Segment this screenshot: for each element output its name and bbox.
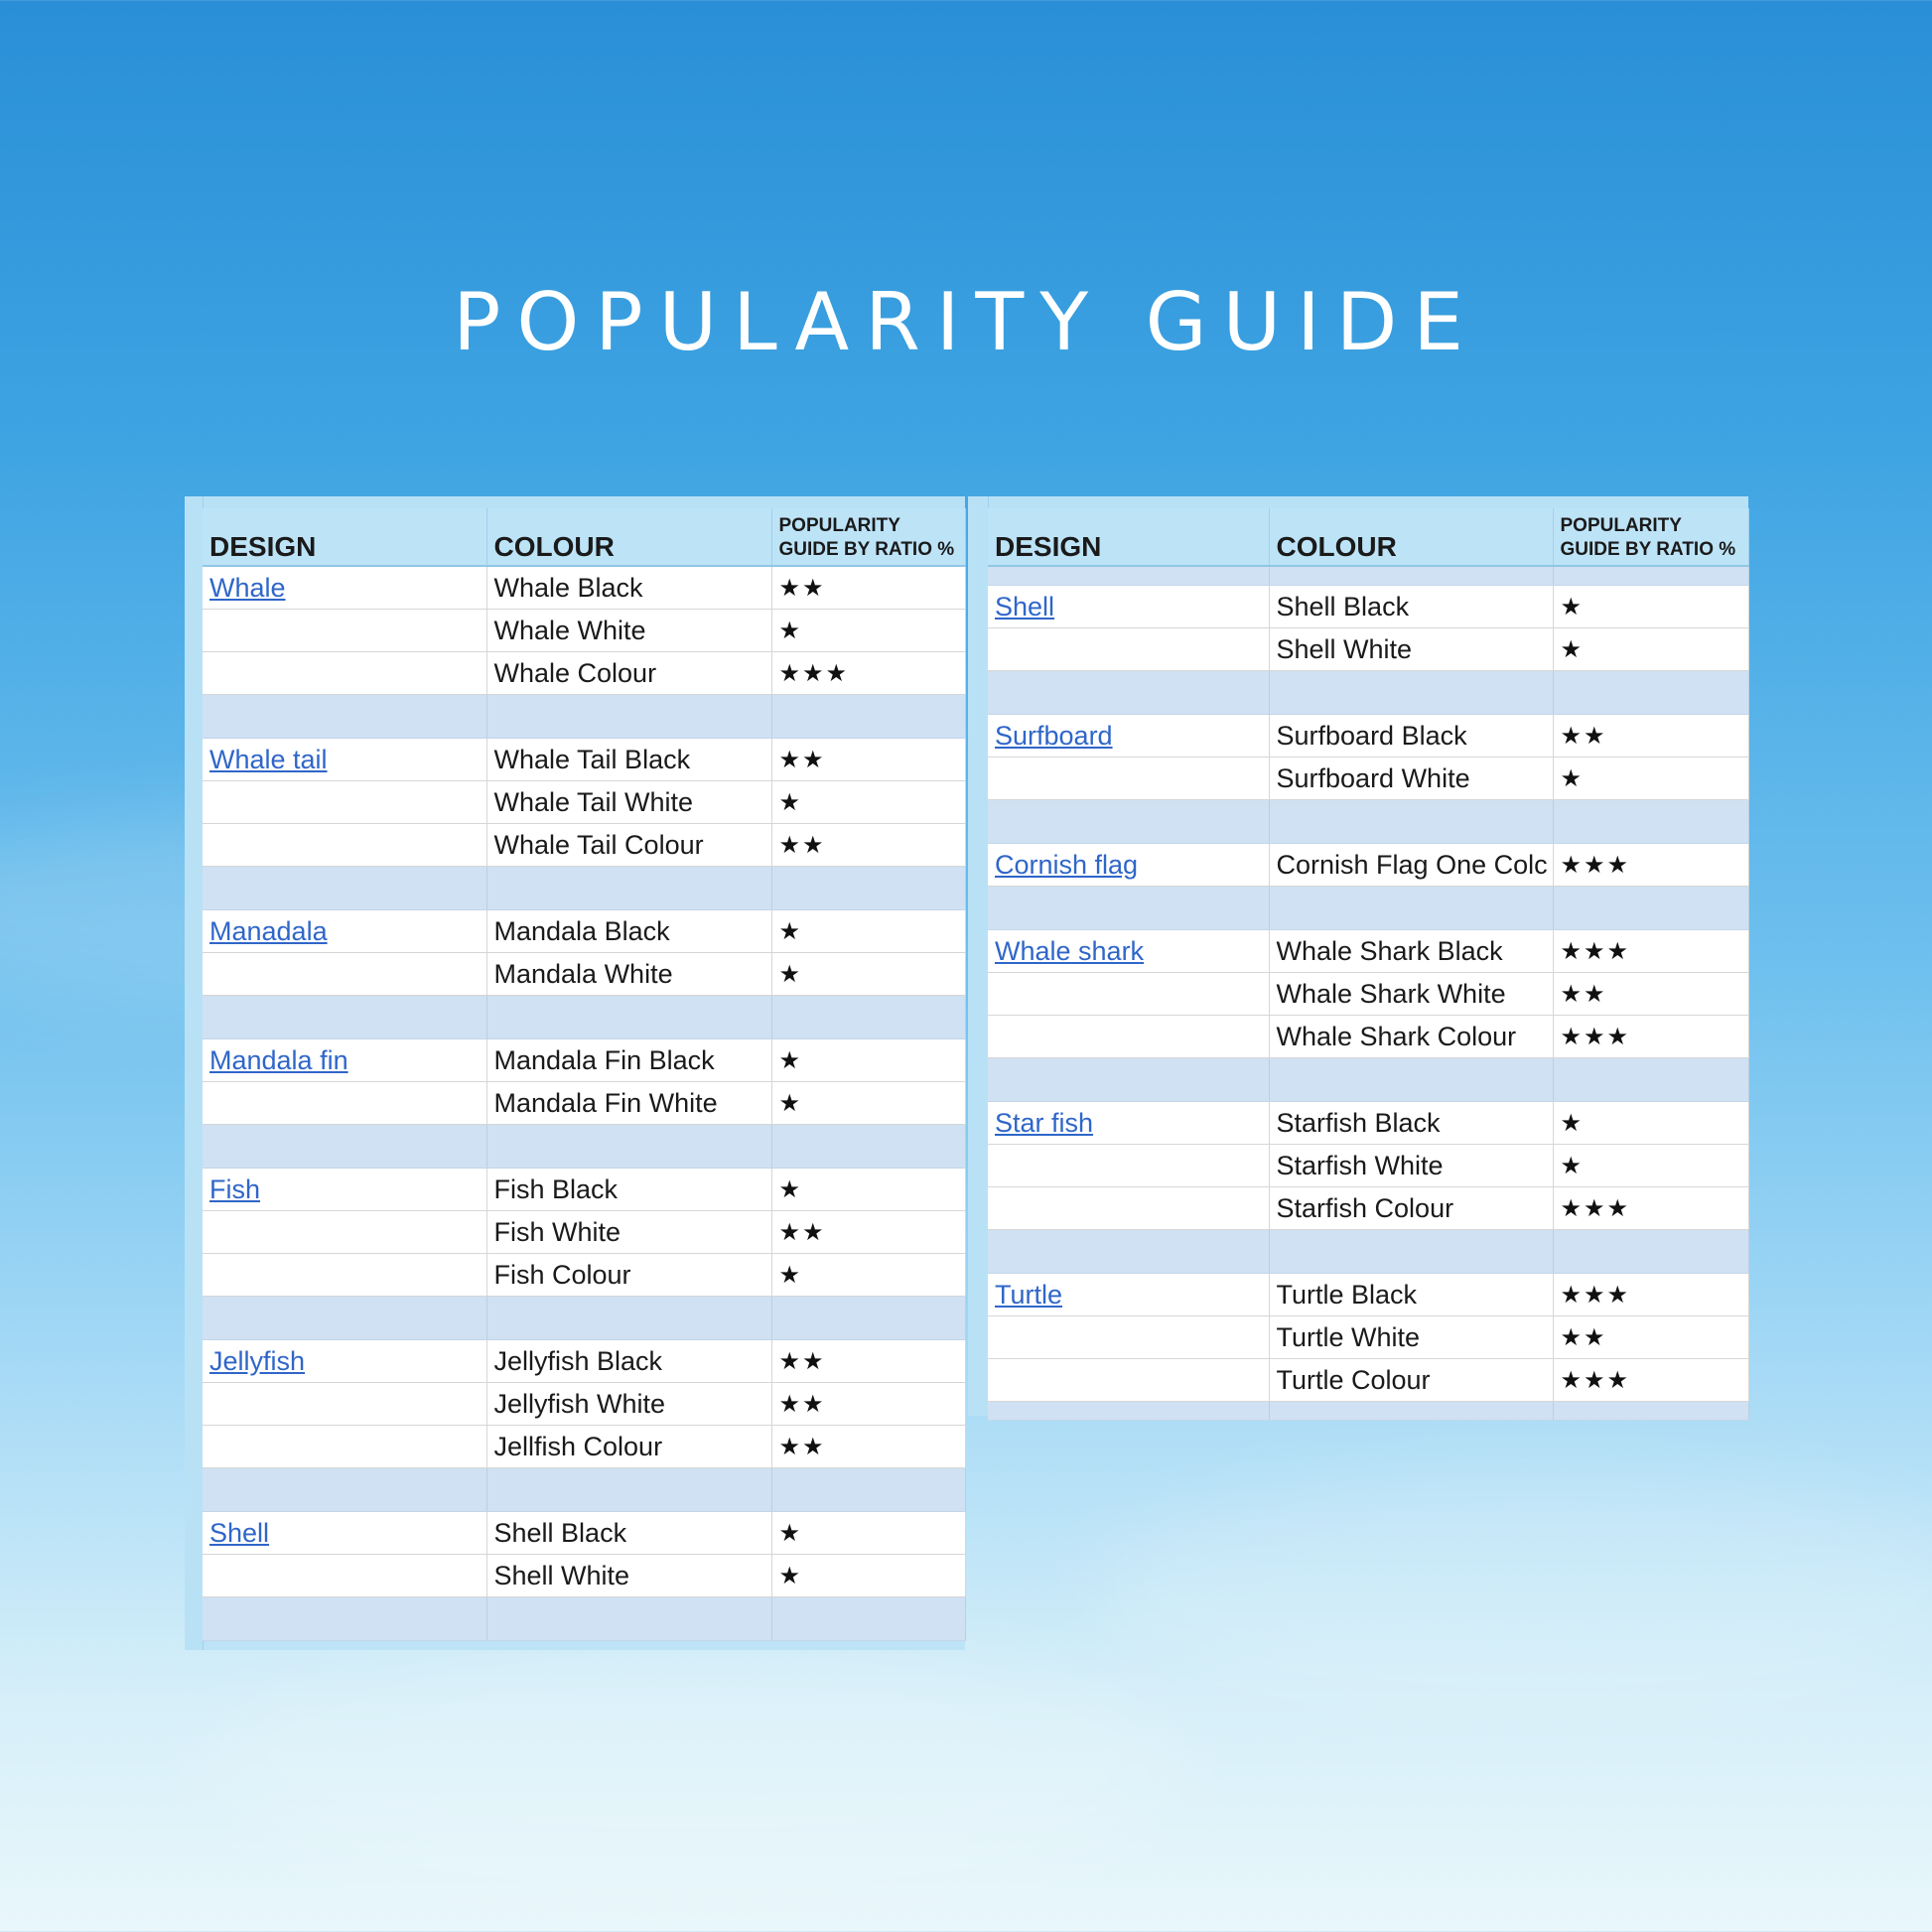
colour-cell: Turtle White <box>1269 1316 1553 1359</box>
popularity-stars: ★★★ <box>1553 930 1748 973</box>
popularity-stars: ★ <box>771 1082 965 1125</box>
popularity-stars: ★ <box>771 781 965 824</box>
design-cell <box>203 1082 486 1125</box>
design-cell <box>203 739 486 781</box>
spacer-cell <box>1269 887 1553 930</box>
colour-cell: Whale White <box>486 610 771 652</box>
table-row <box>203 610 965 652</box>
spacer-cell <box>1269 1402 1553 1421</box>
spacer-cell <box>771 695 965 739</box>
popularity-stars: ★★ <box>1553 715 1748 758</box>
left-sheet <box>185 496 965 1650</box>
table-row <box>988 628 1748 671</box>
table-row <box>988 715 1748 758</box>
popularity-header-line2: GUIDE BY RATIO % <box>778 539 955 560</box>
colour-cell: Shell Black <box>486 1512 771 1555</box>
design-cell <box>988 1145 1269 1187</box>
design-link[interactable]: Whale shark <box>995 935 1145 966</box>
colour-cell: Starfish White <box>1269 1145 1553 1187</box>
design-cell <box>203 1340 486 1383</box>
colour-cell: Mandala White <box>486 953 771 996</box>
spacer-cell <box>771 996 965 1039</box>
table-row <box>203 566 965 610</box>
colour-cell: Fish Colour <box>486 1254 771 1297</box>
colour-cell: Shell Black <box>1269 586 1553 628</box>
popularity-stars: ★★ <box>771 1211 965 1254</box>
table-row <box>203 1169 965 1211</box>
spacer-row <box>203 695 965 739</box>
design-cell <box>203 1039 486 1082</box>
spacer-cell <box>1553 566 1748 586</box>
design-cell <box>988 844 1269 887</box>
table-row <box>203 953 965 996</box>
popularity-header-line2: GUIDE BY RATIO % <box>1560 539 1736 560</box>
spacer-cell <box>1553 800 1748 844</box>
colour-cell: Whale Shark Colour <box>1269 1016 1553 1058</box>
spacer-row <box>203 1468 965 1512</box>
sheet-row-rail <box>968 496 989 1416</box>
colour-cell: Surfboard White <box>1269 758 1553 800</box>
design-cell <box>988 973 1269 1016</box>
colour-cell: Mandala Fin Black <box>486 1039 771 1082</box>
sheet-row-rail <box>185 496 204 1650</box>
spacer-row <box>203 996 965 1039</box>
design-link[interactable]: Star fish <box>995 1107 1094 1138</box>
popularity-stars: ★★★ <box>1553 1187 1748 1230</box>
design-link[interactable]: Shell <box>995 591 1055 621</box>
design-column-header: DESIGN <box>988 508 1269 566</box>
design-cell <box>203 1254 486 1297</box>
spacer-cell <box>486 1597 771 1641</box>
popularity-stars: ★ <box>771 1254 965 1297</box>
table-row <box>203 910 965 953</box>
popularity-stars: ★★ <box>771 1340 965 1383</box>
popularity-stars: ★★★ <box>1553 1016 1748 1058</box>
design-cell <box>988 1359 1269 1402</box>
spacer-cell <box>486 867 771 910</box>
popularity-stars: ★★ <box>771 824 965 867</box>
table-body <box>203 566 965 1641</box>
spacer-cell <box>771 1125 965 1169</box>
popularity-stars: ★ <box>771 910 965 953</box>
popularity-stars: ★ <box>1553 758 1748 800</box>
spacer-cell <box>203 1297 486 1340</box>
colour-cell: Turtle Black <box>1269 1274 1553 1316</box>
colour-cell: Fish White <box>486 1211 771 1254</box>
design-cell <box>203 1211 486 1254</box>
spacer-cell <box>771 1468 965 1512</box>
spacer-cell <box>1553 887 1748 930</box>
table-row <box>203 1383 965 1426</box>
spacer-cell <box>1269 566 1553 586</box>
design-link[interactable]: Turtle <box>995 1279 1063 1310</box>
table-row <box>203 652 965 695</box>
colour-cell: Turtle Colour <box>1269 1359 1553 1402</box>
popularity-stars: ★★ <box>771 739 965 781</box>
design-cell <box>203 610 486 652</box>
popularity-stars: ★★★ <box>771 652 965 695</box>
table-row <box>988 758 1748 800</box>
table-row <box>988 1316 1748 1359</box>
right-sheet <box>968 496 1748 1416</box>
colour-cell: Mandala Black <box>486 910 771 953</box>
design-cell <box>988 1187 1269 1230</box>
table-row <box>988 1274 1748 1316</box>
popularity-stars: ★★★ <box>1553 844 1748 887</box>
popularity-table-right <box>988 508 1749 1421</box>
colour-cell: Whale Tail Colour <box>486 824 771 867</box>
table-row <box>988 1145 1748 1187</box>
spacer-cell <box>486 996 771 1039</box>
spacer-cell <box>1269 1230 1553 1274</box>
spacer-cell <box>771 1297 965 1340</box>
spacer-cell <box>988 1402 1269 1421</box>
spacer-cell <box>988 566 1269 586</box>
colour-cell: Mandala Fin White <box>486 1082 771 1125</box>
colour-cell: Cornish Flag One Colc <box>1269 844 1553 887</box>
popularity-stars: ★ <box>771 1169 965 1211</box>
table-row <box>988 844 1748 887</box>
table-body <box>988 566 1748 1421</box>
spacer-cell <box>203 1468 486 1512</box>
design-cell <box>203 781 486 824</box>
spacer-row <box>988 1230 1748 1274</box>
popularity-column-header <box>1553 508 1748 566</box>
colour-column-header: COLOUR <box>1269 508 1553 566</box>
spacer-cell <box>988 1058 1269 1102</box>
spacer-row <box>203 1597 965 1641</box>
design-cell <box>988 715 1269 758</box>
spacer-row <box>988 566 1748 586</box>
spacer-cell <box>203 996 486 1039</box>
design-link[interactable]: Fish <box>209 1173 261 1204</box>
popularity-header-line1: POPULARITY <box>778 515 900 536</box>
design-cell <box>203 824 486 867</box>
design-cell <box>988 1016 1269 1058</box>
design-cell <box>988 758 1269 800</box>
design-link[interactable]: Mandala fin <box>209 1044 348 1075</box>
colour-cell: Jellfish Colour <box>486 1426 771 1468</box>
table-row <box>988 1102 1748 1145</box>
table-row <box>203 1254 965 1297</box>
table-row <box>203 1512 965 1555</box>
popularity-stars: ★ <box>1553 1145 1748 1187</box>
spacer-row <box>988 1058 1748 1102</box>
table-row <box>988 586 1748 628</box>
spacer-cell <box>486 1125 771 1169</box>
design-cell <box>203 566 486 610</box>
design-cell <box>203 652 486 695</box>
popularity-stars: ★ <box>771 610 965 652</box>
popularity-stars: ★ <box>771 953 965 996</box>
design-link[interactable]: Jellyfish <box>209 1345 306 1376</box>
spacer-cell <box>771 867 965 910</box>
colour-cell: Whale Tail Black <box>486 739 771 781</box>
design-cell <box>988 1316 1269 1359</box>
spacer-cell <box>486 1297 771 1340</box>
popularity-stars: ★ <box>1553 1102 1748 1145</box>
spacer-cell <box>486 1468 771 1512</box>
design-cell <box>203 1383 486 1426</box>
spacer-row <box>203 1125 965 1169</box>
popularity-stars: ★★ <box>1553 1316 1748 1359</box>
design-cell <box>988 1274 1269 1316</box>
design-cell <box>203 1555 486 1597</box>
design-cell <box>988 930 1269 973</box>
table-row <box>203 1039 965 1082</box>
table-row <box>988 930 1748 973</box>
spacer-cell <box>203 867 486 910</box>
design-link[interactable]: Whale tail <box>209 744 328 774</box>
spacer-row <box>203 867 965 910</box>
popularity-stars: ★ <box>771 1512 965 1555</box>
spacer-cell <box>1269 800 1553 844</box>
table-row <box>988 1016 1748 1058</box>
spacer-row <box>988 1402 1748 1421</box>
design-link[interactable]: Shell <box>209 1517 270 1548</box>
table-row <box>203 1082 965 1125</box>
popularity-stars: ★★ <box>1553 973 1748 1016</box>
design-cell <box>988 1102 1269 1145</box>
popularity-header-line1: POPULARITY <box>1560 515 1682 536</box>
design-cell <box>203 910 486 953</box>
popularity-table-left <box>203 508 966 1641</box>
table-row <box>988 1187 1748 1230</box>
popularity-stars: ★★ <box>771 1383 965 1426</box>
popularity-stars: ★ <box>1553 628 1748 671</box>
design-link[interactable]: Manadala <box>209 915 328 946</box>
table-row <box>203 824 965 867</box>
spacer-row <box>988 800 1748 844</box>
design-cell <box>203 1426 486 1468</box>
table-row <box>203 1555 965 1597</box>
colour-cell: Whale Tail White <box>486 781 771 824</box>
popularity-stars: ★ <box>771 1039 965 1082</box>
colour-cell: Shell White <box>486 1555 771 1597</box>
colour-column-header: COLOUR <box>486 508 771 566</box>
colour-cell: Whale Shark Black <box>1269 930 1553 973</box>
design-cell <box>203 1169 486 1211</box>
design-cell <box>988 586 1269 628</box>
table-row <box>203 1426 965 1468</box>
table-row <box>203 781 965 824</box>
spacer-row <box>988 887 1748 930</box>
design-cell <box>203 953 486 996</box>
colour-cell: Surfboard Black <box>1269 715 1553 758</box>
spacer-cell <box>1553 1402 1748 1421</box>
colour-cell: Starfish Black <box>1269 1102 1553 1145</box>
spacer-cell <box>1553 1230 1748 1274</box>
spacer-row <box>203 1297 965 1340</box>
spacer-cell <box>203 1125 486 1169</box>
popularity-stars: ★★ <box>771 566 965 610</box>
table-row <box>988 1359 1748 1402</box>
spacer-cell <box>988 1230 1269 1274</box>
spacer-cell <box>1269 671 1553 715</box>
popularity-column-header <box>771 508 965 566</box>
colour-cell: Jellyfish Black <box>486 1340 771 1383</box>
spacer-cell <box>203 1597 486 1641</box>
spacer-cell <box>1553 671 1748 715</box>
design-link[interactable]: Surfboard <box>995 720 1113 751</box>
popularity-stars: ★★ <box>771 1426 965 1468</box>
spacer-cell <box>203 695 486 739</box>
colour-cell: Starfish Colour <box>1269 1187 1553 1230</box>
design-column-header: DESIGN <box>203 508 486 566</box>
popularity-stars: ★ <box>771 1555 965 1597</box>
spacer-cell <box>771 1597 965 1641</box>
colour-cell: Fish Black <box>486 1169 771 1211</box>
spacer-cell <box>486 695 771 739</box>
popularity-stars: ★★★ <box>1553 1359 1748 1402</box>
spacer-cell <box>988 671 1269 715</box>
colour-cell: Jellyfish White <box>486 1383 771 1426</box>
spacer-cell <box>988 887 1269 930</box>
spacer-row <box>988 671 1748 715</box>
popularity-stars: ★★★ <box>1553 1274 1748 1316</box>
popularity-stars: ★ <box>1553 586 1748 628</box>
cloud <box>199 1638 1191 1896</box>
spacer-cell <box>1553 1058 1748 1102</box>
design-cell <box>203 1512 486 1555</box>
colour-cell: Shell White <box>1269 628 1553 671</box>
design-link[interactable]: Cornish flag <box>995 849 1139 880</box>
cloud <box>1092 1469 1932 1708</box>
colour-cell: Whale Colour <box>486 652 771 695</box>
spacer-cell <box>988 800 1269 844</box>
colour-cell: Whale Black <box>486 566 771 610</box>
colour-cell: Whale Shark White <box>1269 973 1553 1016</box>
table-row <box>203 1211 965 1254</box>
page-title: POPULARITY GUIDE <box>453 276 1479 368</box>
table-row <box>203 739 965 781</box>
spacer-cell <box>1269 1058 1553 1102</box>
design-link[interactable]: Whale <box>209 572 286 603</box>
table-row <box>203 1340 965 1383</box>
design-cell <box>988 628 1269 671</box>
table-row <box>988 973 1748 1016</box>
